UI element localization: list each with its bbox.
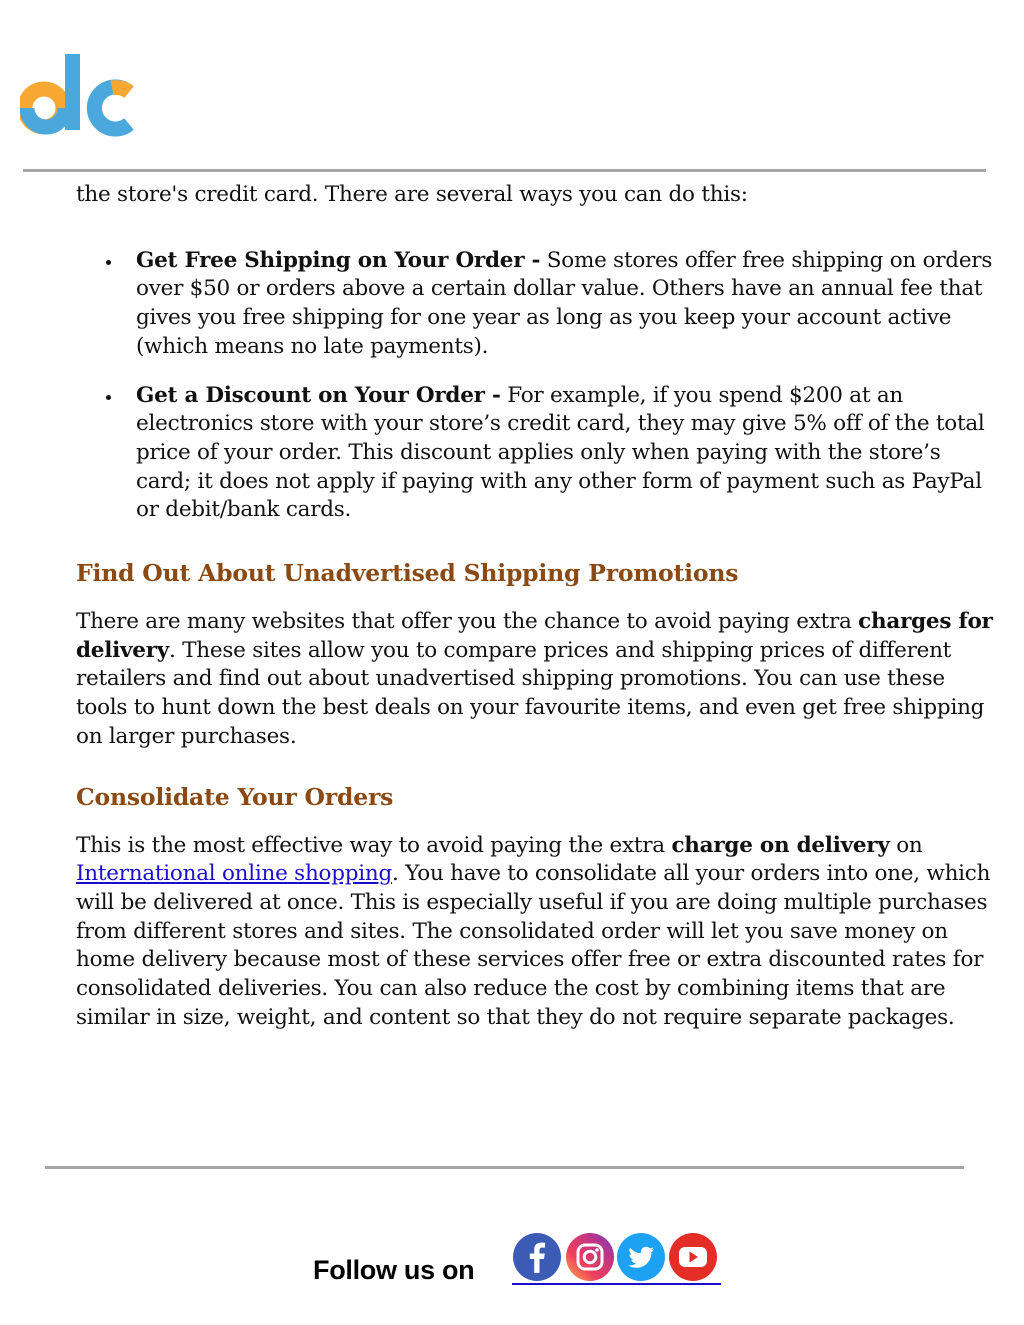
paragraph-text: There are many websites that offer you the chance to avoid paying extra xyxy=(76,609,859,635)
paragraph-text: on xyxy=(889,832,923,858)
bullet-title: Get a Discount on Your Order - xyxy=(136,382,501,408)
section-heading-consolidate-orders: Consolidate Your Orders xyxy=(76,782,394,811)
section-heading-shipping-promotions: Find Out About Unadvertised Shipping Promotions xyxy=(76,559,739,588)
facebook-icon[interactable] xyxy=(512,1232,562,1282)
bold-phrase: charges for delivery xyxy=(76,609,993,663)
paragraph-text: . You have to consolidate all your orders into one, which will be delivered at once. This is especially useful if you are doing multiple purchases from different stores and sites. The consolidated order will let you save money on home delivery because most of these services offer free or extra discounted rates for consolidated deliveries. You can also reduce the cost by combining items that are similar in size, weight, and content so that they do not require separate packages. xyxy=(76,861,991,1030)
follow-us-label: Follow us on xyxy=(313,1255,475,1285)
bullet-text: For example, if you spend $200 at an electronics store with your store’s credit card, they may give 5% off of the total price of your order. This discount applies only when paying with the store’s card; it does not apply if paying with any other form of payment such as PayPal or debit/bank cards. xyxy=(136,382,985,523)
list-item xyxy=(76,247,1001,362)
header-divider xyxy=(23,169,986,172)
social-links-underline xyxy=(512,1283,721,1285)
bold-phrase: charge on delivery xyxy=(671,832,890,858)
instagram-icon[interactable] xyxy=(565,1232,615,1282)
paragraph-text: This is the most effective way to avoid paying the extra xyxy=(76,832,672,858)
shipping-promotions-paragraph xyxy=(76,608,1001,752)
list-item xyxy=(76,382,1001,526)
twitter-icon[interactable] xyxy=(616,1232,666,1282)
youtube-icon[interactable] xyxy=(668,1232,718,1282)
paragraph-text: . These sites allow you to compare prices and shipping prices of different retailers and find out about unadvertised shipping promotions. You can use these tools to hunt down the best deals on your favourite items, and even get free shipping on larger purchases. xyxy=(76,637,985,749)
footer-divider xyxy=(45,1166,964,1169)
bullet-text: Some stores offer free shipping on orders over $50 or orders above a certain dollar value. Others have an annual fee that gives you free shipping for one year as long as you keep your account active (which means no late payments). xyxy=(136,247,993,359)
bullet-icon xyxy=(106,260,111,265)
bullet-icon xyxy=(106,395,111,400)
international-shopping-link[interactable]: International online shopping xyxy=(76,861,393,887)
intro-paragraph: the store's credit card. There are several ways you can do this: xyxy=(76,182,748,207)
bullet-title: Get Free Shipping on Your Order - xyxy=(136,247,541,273)
document-body xyxy=(76,181,1001,1032)
consolidate-orders-paragraph xyxy=(76,832,1001,1033)
dc-logo-icon[interactable] xyxy=(20,48,134,138)
social-links xyxy=(510,1232,722,1286)
tips-list xyxy=(76,247,1001,525)
